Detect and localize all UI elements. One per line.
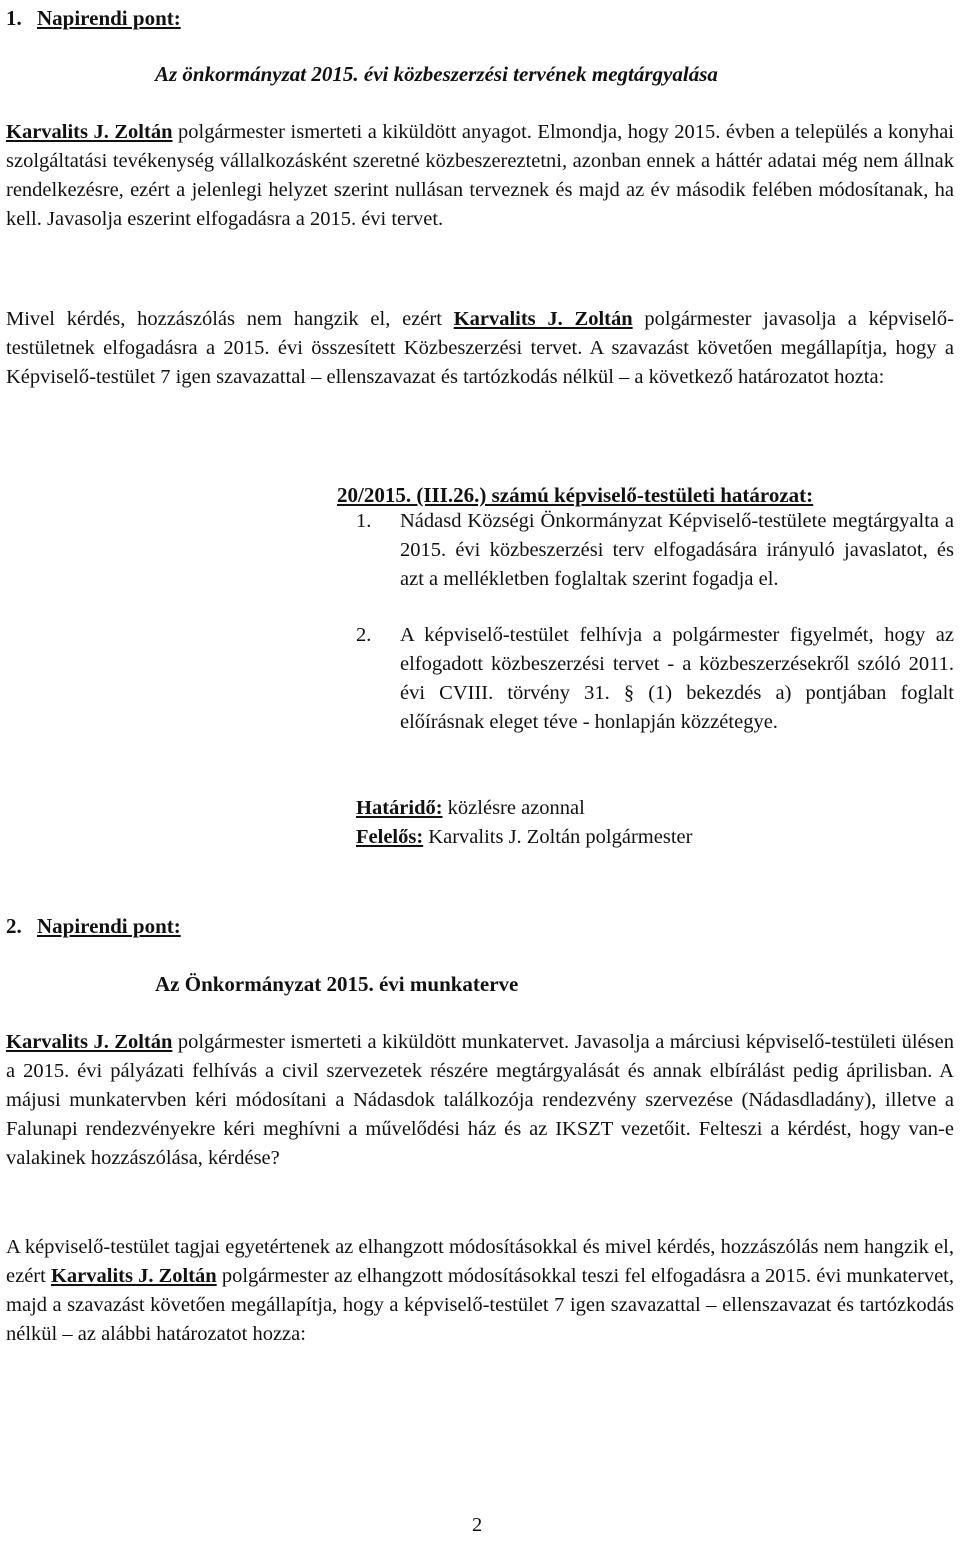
mayor-name: Karvalits J. Zoltán xyxy=(453,308,633,330)
section-1-heading-label: Napirendi pont: xyxy=(37,6,181,30)
section-2-heading-label: Napirendi pont: xyxy=(37,914,181,938)
mayor-name: Karvalits J. Zoltán xyxy=(50,1265,217,1287)
resolution-item-2-text: A képviselő-testület felhívja a polgármester figyelmét, hogy az elfogadott közbeszerzési tervet - a közbeszerzésekről szóló 2011. évi CVIII. törvény 31. § (1) bekezdés a) pontjában foglalt előírásnak eleget téve - honlapján közzétegye. xyxy=(400,624,954,733)
resolution-item-2 xyxy=(356,621,954,737)
section-2-title: Az Önkormányzat 2015. évi munkaterve xyxy=(155,972,519,996)
resolution-item-1-text: Nádasd Községi Önkormányzat Képviselő-testülete megtárgyalta a 2015. évi közbeszerzési terv elfogadására irányuló javaslatot, és azt a mellékletben foglaltak szerint fogadja el. xyxy=(400,510,954,590)
deadline-label: Határidő: xyxy=(356,797,443,819)
section-1-paragraph-2-after: polgármester javasolja a képviselő-testületnek elfogadásra a 2015. évi összesített Közbeszerzési tervet. A szavazást követően megállapítja, hogy a Képviselő-testület 7 igen szavazattal – ellenszavazat és tartózkodás nélkül – a következő határozatot hozta: xyxy=(6,308,955,388)
section-2-paragraph-2-after: polgármester az elhangzott módosításokkal teszi fel elfogadásra a 2015. évi munkatervet, majd a szavazást követően megállapítja, hogy a képviselő-testület 7 igen szavazattal – ellenszavazat és tartózkodás nélkül – az alábbi határozatot hozza: xyxy=(6,1265,954,1345)
section-1-heading xyxy=(6,4,181,33)
resolution-title: 20/2015. (III.26.) számú képviselő-testületi határozat: xyxy=(337,483,814,507)
resolution-deadline xyxy=(356,794,585,823)
section-1-number: 1. xyxy=(6,6,22,30)
resolution-responsible xyxy=(356,823,692,852)
section-2-paragraph-2 xyxy=(6,1233,954,1349)
section-1-paragraph-2-before: Mivel kérdés, hozzászólás nem hangzik el, ezért xyxy=(6,308,454,330)
section-2-paragraph-2-before: A képviselő-testület tagjai egyetértenek az elhangzott módosításokkal és mivel kérdés, hozzászólás nem hangzik el, ezért xyxy=(6,1236,954,1287)
resolution-item-1 xyxy=(356,507,954,594)
section-2-paragraph-1 xyxy=(6,1028,954,1173)
section-1-paragraph-2 xyxy=(6,305,954,392)
section-1-title: Az önkormányzat 2015. évi közbeszerzési tervének megtárgyalása xyxy=(155,62,718,86)
resolution-item-2-number: 2. xyxy=(356,624,372,646)
section-1-paragraph-1-text: polgármester ismerteti a kiküldött anyagot. Elmondja, hogy 2015. évben a település a konyhai szolgáltatási tevékenység vállalkozásként szeretné közbeszereztetni, azonban ennek a háttér adatai még nem állnak rendelkezésre, ezért a jelenlegi helyzet szerint nullásan terveznek és majd az év második felében módosítanak, ha kell. Javasolja eszerint elfogadásra a 2015. évi tervet. xyxy=(6,121,954,230)
deadline-value: közlésre azonnal xyxy=(442,797,585,819)
section-2-heading xyxy=(6,912,181,941)
mayor-name: Karvalits J. Zoltán xyxy=(6,121,173,143)
mayor-name: Karvalits J. Zoltán xyxy=(6,1031,173,1053)
section-1-paragraph-1 xyxy=(6,118,954,234)
section-2-number: 2. xyxy=(6,914,22,938)
page-number: 2 xyxy=(472,1514,483,1536)
responsible-value: Karvalits J. Zoltán polgármester xyxy=(423,826,693,848)
responsible-label: Felelős: xyxy=(356,826,424,848)
section-2-paragraph-1-text: polgármester ismerteti a kiküldött munkatervet. Javasolja a márciusi képviselő-testületi ülésen a 2015. évi pályázati felhívás a civil szervezetek részére megtárgyalását és annak elbírálást pedig áprilisban. A májusi munkatervben kéri módosítani a Nádasdok találkozója rendezvény szervezése (Nádasdladány), illetve a Falunapi rendezvényekre kéri meghívni a művelődési ház és az IKSZT vezetőit. Felteszi a kérdést, hogy van-e valakinek hozzászólása, kérdése? xyxy=(6,1031,954,1169)
resolution-item-1-number: 1. xyxy=(356,510,372,532)
